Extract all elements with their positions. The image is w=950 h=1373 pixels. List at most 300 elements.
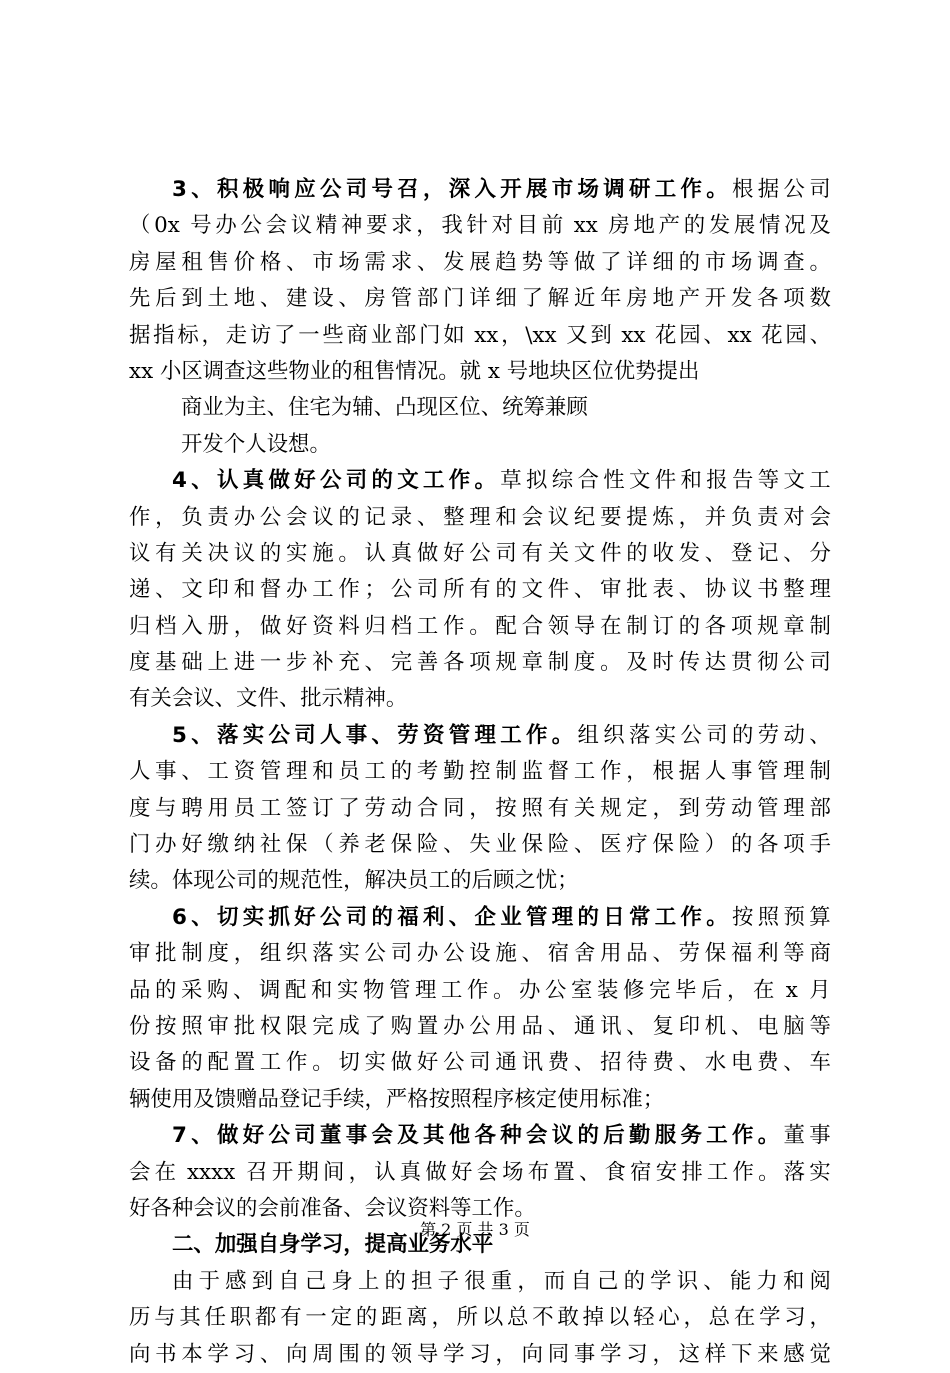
text-char: 保 [390, 832, 413, 858]
text-char: 勤 [443, 759, 465, 785]
text-char: 历 [129, 1305, 151, 1331]
text-run: xx [129, 358, 160, 384]
text-char: 期 [297, 1159, 319, 1185]
text-char: 前 [278, 1195, 301, 1221]
bold-char: 司 [345, 468, 368, 494]
text-char: 会 [476, 1159, 498, 1185]
text-char: 工 [809, 468, 831, 494]
text-char: 阅 [809, 1268, 831, 1294]
text-char: ， [416, 213, 438, 239]
text-char: 议 [290, 213, 313, 239]
text-char: 制 [809, 613, 831, 639]
text-char: 心 [658, 1305, 680, 1331]
text-char: 项 [469, 650, 491, 676]
text-char: 和 [495, 504, 517, 530]
text-char: 进 [233, 650, 256, 676]
text-char: 离 [406, 1305, 428, 1331]
text-char: 定 [626, 795, 648, 821]
bold-char: 工 [706, 1123, 728, 1149]
text-char: 时 [652, 650, 674, 676]
text-char: 规 [600, 795, 622, 821]
paragraph-p3 [129, 172, 831, 390]
text-char: 制 [809, 759, 831, 785]
text-char: 准 [300, 1195, 322, 1221]
text-line [129, 973, 831, 1009]
text-char: 各 [704, 613, 727, 639]
text-char: 向 [129, 1341, 151, 1367]
text-char: 地 [652, 286, 674, 312]
text-char: 度 [573, 650, 596, 676]
text-char: 章 [521, 650, 543, 676]
text-line [129, 463, 831, 499]
text-char: 作 [492, 1195, 515, 1221]
text-char: 毕 [675, 977, 697, 1003]
text-char: 设 [266, 431, 289, 457]
text-char: 的 [683, 213, 706, 239]
text-char: 、 [573, 832, 596, 858]
text-char: 己 [597, 1268, 619, 1294]
bold-char: 调 [603, 177, 625, 202]
text-char: 花 [761, 322, 783, 348]
bold-char: 工 [422, 468, 445, 494]
paragraph-p6 [129, 900, 831, 1118]
text-char: 宿 [630, 1159, 652, 1185]
bold-char: 公 [319, 904, 342, 930]
bold-char: 会 [371, 1123, 393, 1149]
text-char: 手 [321, 1086, 344, 1112]
text-char: ） [704, 832, 727, 858]
text-char: 就 [459, 358, 482, 384]
text-char: 的 [155, 977, 177, 1003]
text-char: 主 [245, 395, 267, 421]
bold-char: 作 [525, 722, 548, 748]
bold-run: 7 [172, 1123, 187, 1149]
text-char: 保 [652, 832, 674, 858]
text-char: 发 [730, 286, 753, 312]
text-char: 的 [236, 1195, 258, 1221]
text-char: 位 [459, 395, 481, 421]
bold-char: 二 [172, 1232, 194, 1258]
text-char: 市 [312, 249, 334, 275]
text-char: 传 [678, 650, 701, 676]
text-char: 距 [381, 1305, 403, 1331]
text-char: 及 [809, 213, 831, 239]
text-char: 决 [207, 540, 229, 566]
text-char: 身 [331, 1268, 353, 1294]
text-char: 、 [416, 249, 439, 275]
text-char: 用 [495, 1013, 517, 1039]
text-char: 险 [678, 832, 701, 858]
text-char: 纳 [233, 832, 256, 858]
text-char: 拟 [525, 468, 548, 494]
text-char: 物 [363, 977, 385, 1003]
text-char: 针 [466, 213, 488, 239]
text-char: 脑 [783, 1013, 805, 1039]
text-char: 事 [155, 759, 177, 785]
text-char: 收 [652, 540, 674, 566]
text-char: ， [233, 941, 256, 967]
text-char: 轻 [633, 1305, 655, 1331]
text-char: 各 [757, 286, 779, 312]
text-char: 房 [129, 249, 151, 275]
text-char: 文 [783, 468, 805, 494]
text-char: 及 [193, 1086, 215, 1112]
text-char: 和 [680, 468, 702, 494]
text-char: 关 [573, 795, 596, 821]
text-char: 安 [655, 1159, 678, 1185]
text-char: 议 [730, 577, 753, 603]
text-char: 详 [469, 286, 491, 312]
text-char: 规 [757, 613, 779, 639]
text-char: 区 [437, 395, 460, 421]
text-char: 好 [443, 540, 465, 566]
text-char: 导 [573, 613, 596, 639]
text-char: 、 [783, 540, 805, 566]
text-char: 工 [573, 759, 596, 785]
text-char: ； [557, 868, 579, 894]
text-char: 实 [654, 722, 677, 748]
bold-char: 抓 [268, 904, 290, 930]
text-char: 调 [757, 249, 779, 275]
text-line [129, 827, 831, 863]
bold-char: 入 [474, 177, 496, 202]
text-char: 势 [521, 249, 543, 275]
text-char: 修 [623, 977, 645, 1003]
text-char: 想 [288, 431, 310, 457]
text-char: 在 [733, 1305, 756, 1331]
text-char: 讯 [600, 1013, 622, 1039]
text-run: xx [727, 322, 759, 348]
text-char: 到 [251, 1268, 274, 1294]
bold-char: 企 [474, 904, 496, 930]
bold-char: 实 [242, 722, 265, 748]
text-char: 、 [521, 941, 543, 967]
text-char: 屋 [155, 249, 177, 275]
text-char: 、 [678, 577, 701, 603]
text-char: 用 [578, 1086, 600, 1112]
bold-char: 议 [551, 1123, 574, 1149]
bold-char: 日 [603, 904, 625, 930]
text-char: 合 [416, 795, 439, 821]
text-line [129, 863, 831, 899]
text-char: 定 [535, 1086, 558, 1112]
text-char: 贯 [730, 650, 753, 676]
text-char: 并 [704, 504, 727, 530]
text-char: 的 [626, 540, 648, 566]
text-char: 公 [240, 213, 262, 239]
text-char: 公 [545, 977, 567, 1003]
text-char: 会 [129, 1159, 151, 1185]
text-char: 文 [236, 686, 258, 712]
text-char: 有 [547, 795, 570, 821]
text-char: 展 [733, 213, 756, 239]
text-char: 件 [654, 468, 677, 494]
text-char: 不 [532, 1305, 554, 1331]
text-char: 归 [364, 613, 386, 639]
text-char: 决 [385, 868, 408, 894]
text-line [129, 718, 831, 754]
text-char: 一 [298, 322, 320, 348]
text-char: ， [626, 759, 648, 785]
text-char: 作 [600, 759, 622, 785]
text-char: 室 [571, 977, 593, 1003]
text-char: 工 [441, 977, 463, 1003]
text-char: 同 [443, 795, 465, 821]
text-char: 员 [338, 759, 360, 785]
text-char: 神 [364, 686, 386, 712]
text-char: 舍 [573, 941, 596, 967]
text-char: 和 [782, 1268, 805, 1294]
text-char: 宅 [309, 395, 331, 421]
text-char: 和 [312, 759, 334, 785]
text-char: 发 [202, 431, 224, 457]
text-char: 审 [600, 577, 622, 603]
text-char: 。 [438, 358, 460, 384]
text-char: 的 [355, 1305, 378, 1331]
text-char: 的 [450, 868, 472, 894]
text-char: 后 [701, 977, 723, 1003]
text-char: 调 [202, 358, 225, 384]
text-char: 、 [181, 759, 203, 785]
paragraph-p8 [129, 1264, 831, 1373]
text-char: 力 [756, 1268, 778, 1294]
text-char: 等 [757, 468, 780, 494]
text-char: 草 [500, 468, 522, 494]
text-char: 、 [286, 249, 308, 275]
text-char: 费 [757, 1050, 779, 1076]
text-char: 门 [443, 286, 465, 312]
bold-char: 。 [706, 904, 728, 930]
text-line [129, 208, 831, 244]
text-char: 真 [399, 1159, 422, 1185]
text-char: 使 [557, 1086, 579, 1112]
text-char: 定 [330, 1305, 353, 1331]
text-char: 后 [155, 286, 177, 312]
text-char: 花 [655, 322, 677, 348]
bold-char: 展 [525, 177, 548, 202]
text-char: 这 [245, 358, 267, 384]
text-char: 了 [274, 322, 296, 348]
text-char: ， [809, 1305, 831, 1331]
text-char: 费 [547, 1050, 570, 1076]
text-char: 和 [311, 977, 333, 1003]
text-char: 习 [469, 1341, 491, 1367]
text-char: 要 [366, 213, 388, 239]
text-char: 份 [129, 1013, 151, 1039]
paragraph-p7 [129, 1118, 831, 1227]
text-char: 照 [521, 795, 543, 821]
text-char: 理 [783, 795, 805, 821]
bold-run: 5 [172, 722, 187, 748]
bold-char: 公 [319, 468, 342, 494]
text-char: 老 [364, 832, 386, 858]
text-line [129, 936, 831, 972]
text-char: 议 [233, 540, 256, 566]
text-char: 房 [364, 286, 386, 312]
text-char: 负 [181, 504, 203, 530]
text-char: 档 [390, 613, 413, 639]
text-char: 等 [547, 249, 570, 275]
bold-char: 司 [294, 1123, 316, 1149]
text-char: 向 [286, 1341, 308, 1367]
text-char: 样 [704, 1341, 727, 1367]
text-char: 解 [547, 286, 570, 312]
text-char: 订 [312, 795, 334, 821]
text-char: 做 [573, 249, 596, 275]
text-line [129, 354, 831, 390]
text-char: 织 [286, 941, 308, 967]
text-char: 件 [257, 686, 279, 712]
text-char: 好 [129, 1195, 151, 1221]
text-line [129, 1009, 831, 1045]
text-char: 商 [346, 322, 368, 348]
bold-char: 的 [577, 1123, 599, 1149]
text-char: 录 [390, 504, 413, 530]
text-char: 步 [286, 650, 308, 676]
text-char: 度 [129, 795, 151, 821]
text-char: 顾 [492, 868, 515, 894]
text-char: 作 [286, 1050, 308, 1076]
text-char: 工 [207, 759, 229, 785]
text-char: 公 [259, 504, 282, 530]
text-char: ， [495, 1341, 517, 1367]
text-char: 。 [514, 1195, 536, 1221]
text-char: 水 [704, 1050, 727, 1076]
text-char: 动 [730, 795, 753, 821]
bold-char: 工 [654, 904, 677, 930]
text-char: 。 [469, 613, 491, 639]
text-char: 控 [469, 759, 491, 785]
bold-char: 的 [371, 468, 393, 494]
text-char: 好 [416, 1050, 439, 1076]
text-char: ， [517, 1268, 539, 1294]
text-char: 会 [364, 1195, 386, 1221]
text-char: 总 [507, 1305, 529, 1331]
text-char: 展 [469, 249, 491, 275]
text-char: 员 [407, 868, 429, 894]
bold-char: 劳 [397, 722, 419, 748]
bold-char: 。 [551, 722, 574, 748]
text-char: 保 [286, 832, 308, 858]
text-char: 配 [285, 977, 307, 1003]
text-char: 议 [193, 686, 215, 712]
bold-run: 3 [172, 177, 187, 202]
text-char: 工 [364, 759, 386, 785]
text-char: 文 [573, 540, 596, 566]
text-char: 近 [573, 286, 596, 312]
bold-char: 务 [428, 1232, 451, 1258]
bold-char: 应 [294, 177, 316, 202]
text-char: 一 [305, 1305, 327, 1331]
text-char: 的 [181, 1050, 203, 1076]
text-char: 的 [338, 504, 360, 530]
text-char: 业 [202, 395, 224, 421]
text-char: 。 [338, 540, 360, 566]
text-char: 有 [521, 540, 543, 566]
text-char: 司 [809, 177, 831, 202]
text-char: 作 [443, 613, 465, 639]
text-char: 等 [809, 1013, 831, 1039]
text-char: 其 [179, 1305, 201, 1331]
text-char: 。 [385, 686, 408, 712]
bold-char: 业 [407, 1232, 429, 1258]
text-char: 完 [312, 1013, 334, 1039]
text-char: 动 [390, 795, 413, 821]
text-char: 议 [547, 504, 570, 530]
bold-char: 事 [345, 1123, 368, 1149]
text-char: 根 [731, 177, 754, 202]
bold-char: 积 [216, 177, 239, 202]
text-char: 成 [338, 1013, 360, 1039]
text-char: 自 [570, 1268, 592, 1294]
bold-char: 公 [268, 722, 290, 748]
bold-char: 认 [216, 468, 239, 494]
bold-char: 作 [680, 904, 702, 930]
text-run: \xx [525, 322, 564, 348]
bold-char: 真 [242, 468, 265, 494]
text-char: 关 [181, 540, 203, 566]
text-char: 地 [633, 213, 655, 239]
text-char: 商 [181, 395, 203, 421]
text-char: 会 [193, 1195, 215, 1221]
bold-char: 做 [216, 1123, 239, 1149]
text-char: 、 [578, 1159, 601, 1185]
text-char: 照 [757, 904, 780, 930]
bold-char: 、 [191, 722, 213, 748]
text-char: 印 [678, 1013, 701, 1039]
text-char: 号 [506, 358, 529, 384]
text-line [129, 1155, 831, 1191]
bold-char: ， [343, 1232, 365, 1258]
text-char: 情 [395, 358, 417, 384]
bold-char: 学 [300, 1232, 322, 1258]
text-char: 社 [259, 832, 282, 858]
text-char: 理 [809, 577, 831, 603]
text-char: 照 [181, 1013, 203, 1039]
text-char: 司 [236, 868, 258, 894]
text-char: 切 [338, 1050, 360, 1076]
text-line [129, 754, 831, 790]
text-line [129, 572, 831, 608]
text-line [129, 1082, 831, 1118]
text-char: 提 [656, 358, 678, 384]
text-char: 的 [495, 577, 517, 603]
text-char: 批 [155, 941, 177, 967]
text-char: 前 [541, 213, 564, 239]
text-char: 掉 [582, 1305, 605, 1331]
text-line [129, 318, 831, 354]
text-char: 保 [521, 832, 543, 858]
bold-char: 强 [236, 1232, 258, 1258]
text-char: 求 [391, 213, 413, 239]
text-char: 所 [456, 1305, 479, 1331]
text-char: 事 [573, 1341, 596, 1367]
text-char: 在 [600, 613, 622, 639]
text-char: 向 [521, 1341, 543, 1367]
text-char: 劳 [678, 941, 701, 967]
text-char: 督 [259, 577, 282, 603]
text-char: 工 [312, 577, 334, 603]
text-char: 议 [312, 504, 334, 530]
text-line [129, 900, 831, 936]
text-char: 按 [731, 904, 754, 930]
text-line [129, 536, 831, 572]
text-char: 开 [704, 286, 727, 312]
text-char: 责 [207, 504, 229, 530]
text-char: 发 [678, 540, 701, 566]
text-char: 作 [338, 577, 360, 603]
text-char: 据 [757, 177, 780, 202]
